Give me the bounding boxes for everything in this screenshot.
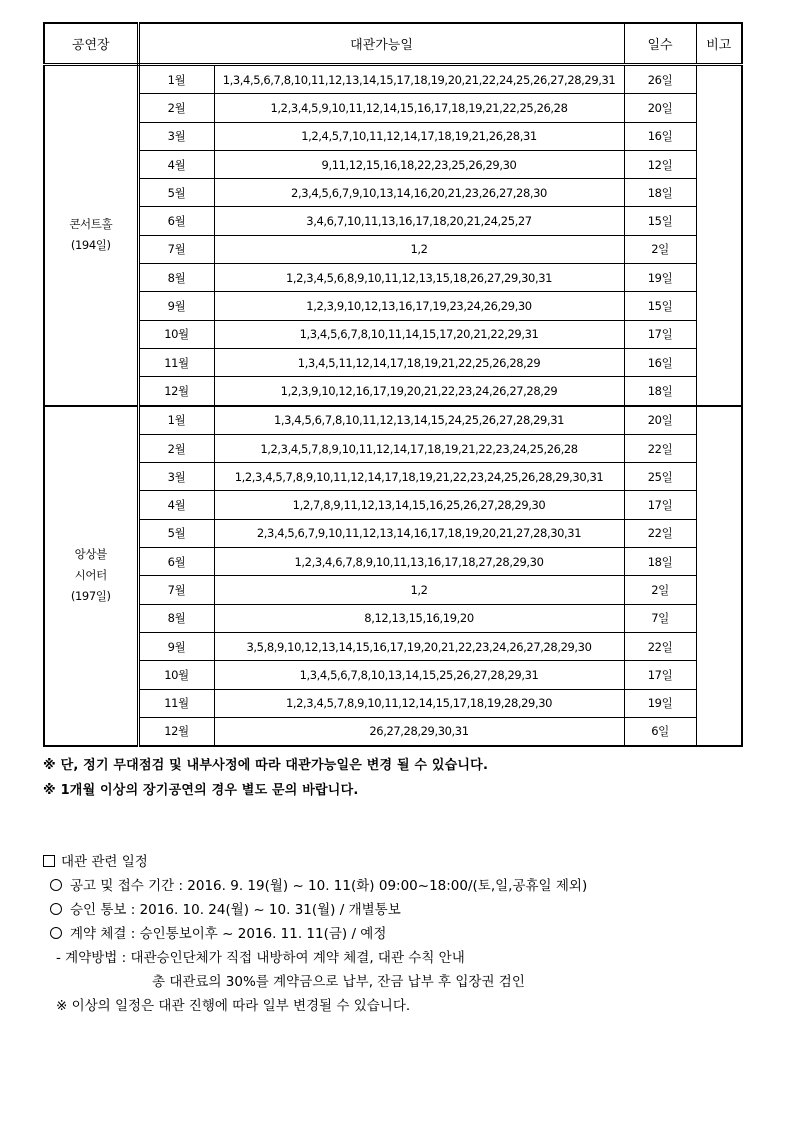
month-cell: 6월: [138, 207, 214, 235]
header-note: 비고: [696, 23, 742, 65]
schedule-item: [50, 874, 587, 894]
circle-bullet-icon: [50, 879, 62, 891]
table-row: [44, 434, 742, 462]
schedule-title-text: 대관 관련 일정: [61, 854, 148, 870]
venue-name-line: 콘서트홀: [69, 217, 113, 232]
table-row: [44, 150, 742, 178]
dates-cell: 9,11,12,15,16,18,22,23,25,26,29,30: [214, 150, 624, 178]
dates-cell: 1,3,4,5,6,7,8,10,11,12,13,14,15,17,18,19,20,21,22,24,25,26,27,28,29,31: [214, 65, 624, 94]
table-row: [44, 94, 742, 122]
dates-cell: 1,2,3,4,6,7,8,9,10,11,13,16,17,18,27,28,29,30: [214, 548, 624, 576]
remarks-cell: [696, 406, 742, 747]
venue-name-line: (197일): [70, 589, 111, 604]
month-cell: 3월: [138, 122, 214, 150]
month-cell: 9월: [138, 292, 214, 320]
dates-cell: 1,3,4,5,6,7,8,10,13,14,15,25,26,27,28,29,31: [214, 661, 624, 689]
table-row: [44, 179, 742, 207]
table-row: [44, 689, 742, 717]
days-cell: 17일: [624, 320, 696, 348]
table-row: [44, 235, 742, 263]
circle-bullet-icon: [50, 903, 62, 915]
days-cell: 16일: [624, 122, 696, 150]
contract-payment-line: 총 대관료의 30%를 계약금으로 납부, 잔금 납부 후 입장권 검인: [152, 974, 525, 990]
table-row: [44, 491, 742, 519]
month-cell: 7월: [138, 576, 214, 604]
month-cell: 1월: [138, 65, 214, 94]
venue-name-line: 앙상블: [74, 547, 107, 562]
schedule-item: [50, 922, 386, 942]
dates-cell: 1,2,7,8,9,11,12,13,14,15,16,25,26,27,28,29,30: [214, 491, 624, 519]
table-row: [44, 377, 742, 406]
table-row: [44, 576, 742, 604]
table-row: [44, 519, 742, 547]
table-row: [44, 717, 742, 746]
dates-cell: 1,2,3,4,5,7,8,9,10,11,12,14,17,18,19,21,22,23,24,25,26,28: [214, 434, 624, 462]
table-row: [44, 406, 742, 435]
table-row: [44, 348, 742, 376]
days-cell: 17일: [624, 491, 696, 519]
month-cell: 5월: [138, 179, 214, 207]
dates-cell: 1,3,4,5,6,7,8,10,11,12,13,14,15,24,25,26,27,28,29,31: [214, 406, 624, 435]
month-cell: 2월: [138, 434, 214, 462]
schedule-item-text: 계약 체결 : 승인통보이후 ~ 2016. 11. 11(금) / 예정: [70, 926, 387, 942]
month-cell: 12월: [138, 377, 214, 406]
schedule-item-text: 공고 및 접수 기간 : 2016. 9. 19(월) ~ 10. 11(화) 09:00~18:00/(토,일,공휴일 제외): [70, 878, 588, 894]
days-cell: 7일: [624, 604, 696, 632]
month-cell: 10월: [138, 320, 214, 348]
month-cell: 5월: [138, 519, 214, 547]
table-row: [44, 548, 742, 576]
days-cell: 26일: [624, 65, 696, 94]
dates-cell: 3,4,6,7,10,11,13,16,17,18,20,21,24,25,27: [214, 207, 624, 235]
days-cell: 18일: [624, 179, 696, 207]
days-cell: 18일: [624, 377, 696, 406]
days-cell: 2일: [624, 235, 696, 263]
dates-cell: 26,27,28,29,30,31: [214, 717, 624, 746]
table-row: [44, 264, 742, 292]
days-cell: 16일: [624, 348, 696, 376]
days-cell: 15일: [624, 207, 696, 235]
month-cell: 6월: [138, 548, 214, 576]
days-cell: 12일: [624, 150, 696, 178]
table-row: [44, 122, 742, 150]
month-cell: 7월: [138, 235, 214, 263]
table-row: [44, 632, 742, 660]
month-cell: 11월: [138, 689, 214, 717]
header-days: 일수: [624, 23, 696, 65]
month-cell: 10월: [138, 661, 214, 689]
month-cell: 4월: [138, 150, 214, 178]
dates-cell: 1,2,3,4,5,6,8,9,10,11,12,13,15,18,26,27,29,30,31: [214, 264, 624, 292]
header-venue: 공연장: [44, 23, 138, 65]
days-cell: 6일: [624, 717, 696, 746]
circle-bullet-icon: [50, 927, 62, 939]
days-cell: 20일: [624, 406, 696, 435]
notice-line-2: ※ 1개월 이상의 장기공연의 경우 별도 문의 바랍니다.: [43, 783, 359, 798]
schedule-item-text: 승인 통보 : 2016. 10. 24(월) ~ 10. 31(월) / 개별통보: [70, 902, 401, 918]
dates-cell: 3,5,8,9,10,12,13,14,15,16,17,19,20,21,22,23,24,26,27,28,29,30: [214, 632, 624, 660]
remarks-cell: [696, 65, 742, 406]
table-header-row: [44, 23, 742, 65]
days-cell: 18일: [624, 548, 696, 576]
table-row: [44, 604, 742, 632]
month-cell: 3월: [138, 463, 214, 491]
dates-cell: 1,2,3,9,10,12,16,17,19,20,21,22,23,24,26,27,28,29: [214, 377, 624, 406]
table-row: [44, 463, 742, 491]
days-cell: 22일: [624, 519, 696, 547]
month-cell: 8월: [138, 604, 214, 632]
table-row: [44, 320, 742, 348]
month-cell: 12월: [138, 717, 214, 746]
dates-cell: 2,3,4,5,6,7,9,10,11,12,13,14,16,17,18,19,20,21,27,28,30,31: [214, 519, 624, 547]
month-cell: 11월: [138, 348, 214, 376]
days-cell: 19일: [624, 264, 696, 292]
dates-cell: 1,2,3,9,10,12,13,16,17,19,23,24,26,29,30: [214, 292, 624, 320]
month-cell: 8월: [138, 264, 214, 292]
schedule-item: [50, 898, 401, 918]
dates-cell: 1,2: [214, 576, 624, 604]
table-row: [44, 207, 742, 235]
table-row: [44, 661, 742, 689]
days-cell: 22일: [624, 632, 696, 660]
schedule-section-title: [43, 850, 148, 870]
venue-cell: [44, 406, 138, 747]
dates-cell: 1,2,3,4,5,7,8,9,10,11,12,14,17,18,19,21,22,23,24,25,26,28,29,30,31: [214, 463, 624, 491]
days-cell: 22일: [624, 434, 696, 462]
days-cell: 17일: [624, 661, 696, 689]
days-cell: 20일: [624, 94, 696, 122]
dates-cell: 1,2,3,4,5,9,10,11,12,14,15,16,17,18,19,21,22,25,26,28: [214, 94, 624, 122]
venue-cell: [44, 65, 138, 406]
dates-cell: 1,3,4,5,11,12,14,17,18,19,21,22,25,26,28,29: [214, 348, 624, 376]
checkbox-square-icon: [43, 855, 55, 867]
venue-name-line: 시어터: [74, 568, 107, 583]
month-cell: 2월: [138, 94, 214, 122]
schedule-footnote: ※ 이상의 일정은 대관 진행에 따라 일부 변경될 수 있습니다.: [56, 998, 411, 1014]
month-cell: 1월: [138, 406, 214, 435]
dates-cell: 2,3,4,5,6,7,9,10,13,14,16,20,21,23,26,27,28,30: [214, 179, 624, 207]
month-cell: 9월: [138, 632, 214, 660]
days-cell: 2일: [624, 576, 696, 604]
dates-cell: 1,2,4,5,7,10,11,12,14,17,18,19,21,26,28,31: [214, 122, 624, 150]
dates-cell: 8,12,13,15,16,19,20: [214, 604, 624, 632]
contract-method-line: - 계약방법 : 대관승인단체가 직접 내방하여 계약 체결, 대관 수칙 안내: [56, 950, 465, 966]
month-cell: 4월: [138, 491, 214, 519]
days-cell: 15일: [624, 292, 696, 320]
dates-cell: 1,3,4,5,6,7,8,10,11,14,15,17,20,21,22,29,31: [214, 320, 624, 348]
rental-schedule-table: [43, 22, 743, 747]
days-cell: 19일: [624, 689, 696, 717]
days-cell: 25일: [624, 463, 696, 491]
dates-cell: 1,2,3,4,5,7,8,9,10,11,12,14,15,17,18,19,28,29,30: [214, 689, 624, 717]
table-row: [44, 65, 742, 94]
header-dates: 대관가능일: [138, 23, 624, 65]
dates-cell: 1,2: [214, 235, 624, 263]
notice-line-1: ※ 단, 정기 무대점검 및 내부사정에 따라 대관가능일은 변경 될 수 있습니다.: [43, 758, 489, 773]
venue-name-line: (194일): [70, 238, 111, 253]
table-row: [44, 292, 742, 320]
